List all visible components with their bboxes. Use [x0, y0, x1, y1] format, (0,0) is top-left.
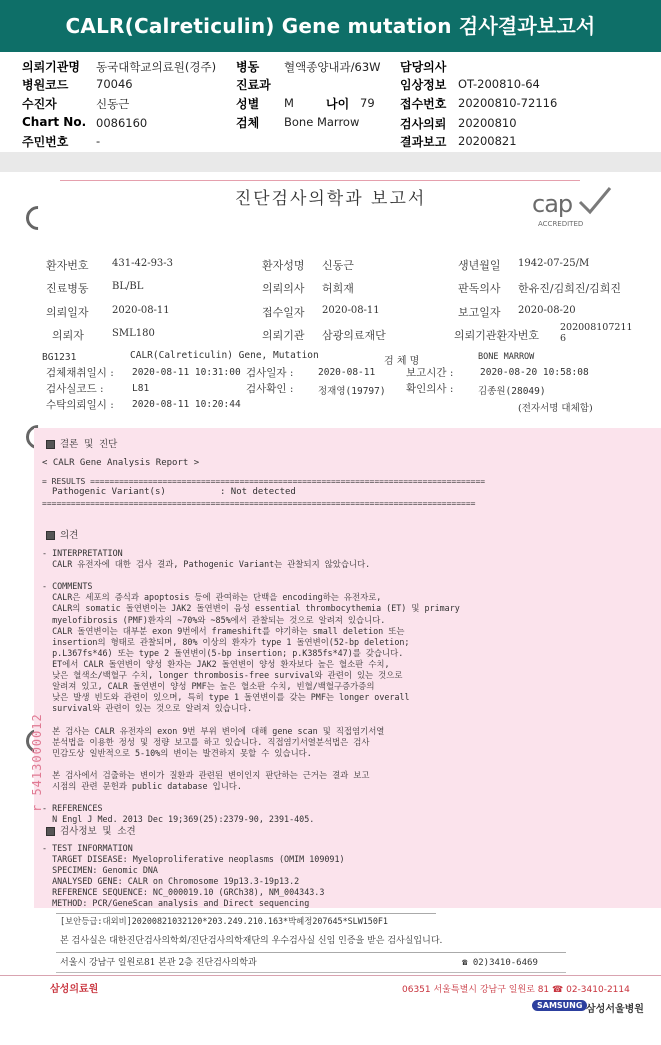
- label: 의뢰자: [52, 329, 84, 342]
- value-ward: 혈액종양내과/63W: [284, 60, 381, 74]
- label-patient: 수진자: [22, 97, 57, 111]
- label: 의뢰기관환자번호: [454, 329, 540, 342]
- cap-logo-text: cap: [532, 190, 573, 218]
- label: 생년월일: [458, 259, 501, 272]
- section-test-info: [46, 823, 136, 837]
- samsung-logo: SAMSUNG: [532, 1000, 587, 1011]
- value: 허희재: [322, 282, 354, 295]
- square-bullet-icon: [46, 440, 55, 449]
- section-opinion: [46, 527, 78, 541]
- value-sex: M: [284, 96, 294, 110]
- value: L81: [132, 383, 150, 394]
- label-specimen: 검체: [236, 116, 260, 130]
- label-hospital-code: 병원코드: [22, 78, 69, 92]
- label-department: 진료과: [236, 78, 271, 92]
- rule: [56, 913, 436, 914]
- label: 수탁의뢰일시 :: [46, 399, 114, 411]
- cap-accredited-text: ACCREDITED: [538, 220, 584, 228]
- value-resident-no: -: [96, 134, 101, 148]
- label-report-date: 결과보고: [400, 135, 447, 149]
- section-title: 결론 및 진단: [60, 439, 118, 450]
- e-signature-note: (전자서명 대체함): [518, 403, 593, 414]
- value: BL/BL: [112, 281, 144, 292]
- square-bullet-icon: [46, 827, 55, 836]
- label: 의뢰의사: [262, 282, 305, 295]
- value-report-date: 20200821: [458, 134, 517, 148]
- cap-accredited-logo: [532, 192, 612, 232]
- divider: [0, 152, 661, 172]
- label: 검체채취일시 :: [46, 367, 114, 379]
- hospital-name: 삼성서울병원: [586, 1004, 644, 1015]
- value: 2020-08-11 10:20:44: [132, 399, 241, 410]
- label: 접수일자: [262, 306, 305, 319]
- value: SML180: [112, 328, 155, 339]
- lab-address: 서울시 강남구 일원로81 본관 2층 진단검사의학과: [60, 958, 257, 968]
- security-line: [보안등급:대외비]20200821032120*203.249.210.163*박혜정207645*SLW150F1: [60, 916, 388, 926]
- label-age: 나이: [326, 97, 350, 111]
- label: 확인의사 :: [406, 383, 454, 395]
- label-doctor: 담당의사: [400, 60, 447, 74]
- value: 431-42-93-3: [112, 258, 174, 269]
- section-conclusion: [46, 436, 117, 450]
- results-rule: = RESULTS ==================================================================================: [42, 477, 486, 486]
- value: 2020-08-11: [318, 367, 376, 378]
- footer-brand: 삼성의료원: [50, 984, 99, 995]
- certification-line: 본 검사실은 대한진단검사의학회/진단검사의학재단의 우수검사실 신임 인증을 받은 검사실입니다.: [60, 936, 443, 946]
- value: 2020-08-20: [518, 305, 576, 316]
- label: 판독의사: [458, 282, 501, 295]
- label: 환자번호: [46, 259, 89, 272]
- scanned-report: [0, 172, 661, 1045]
- label-ward: 병동: [236, 60, 260, 74]
- rule: [56, 972, 566, 973]
- value: 2020-08-11: [112, 305, 170, 316]
- label: 검사일자 :: [246, 367, 294, 379]
- label: 보고일자: [458, 306, 501, 319]
- label: 진료병동: [46, 282, 89, 295]
- analysis-report-label: < CALR Gene Analysis Report >: [42, 458, 200, 468]
- specimen-label: 검 체 명: [384, 356, 420, 367]
- top-rule: [60, 180, 580, 181]
- lab-report-title: 진단검사의학과 보고서: [234, 189, 427, 209]
- value-hospital-code: 70046: [96, 77, 133, 91]
- value-receipt-no: 20200810-72116: [458, 96, 558, 110]
- opinion-body: - INTERPRETATION CALR 유전자에 대한 검사 결과, Pathogenic Variant는 관찰되지 않았습니다. - COMMENTS CALR은 세포의 증식과 apoptosis 등에 관여하는 단백을 encoding하는 유전자로, CALR의 somatic 돌연변이는 JAK2 돌연변이 음성 essential thrombocythemia (ET) 및 primary myelofibrosis (PMF)환자의 ~70%와 ~85%에서 관찰되는 것으로 알려져 있습니다. CALR 돌연변이는 대부분 exon 9번에서 frameshift를 야기하는 small deletion 또는 insertion의 형태로 관찰되며, 80% 이상의 환자가 type 1 돌연변이(52-bp deletion; p.L367fs*46) 또는 type 2 돌연변이(5-bp insertion; p.K385fs*47)를 갖습니다. ET에서 CALR 돌연변이 양성 환자는 JAK2 돌연변이 양성 환자보다 높은 혈소판 수치, 낮은 혈색소/백혈구 수치, longer thrombosis-free survival와 관련이 있는 것으로 알려져 있고, CALR 돌연변이 양성 PMF는 높은 혈소판 수치, 빈혈/백혈구증가증의 낮은 발생 빈도와 관련이 있으며, 특히 type 1 돌연변이를 갖는 PMF는 longer overall survival와 관련이 있는 것으로 알려져 있습니다. 본 검사는 CALR 유전자의 exon 9번 부위 변이에 대해 gene scan 및 직접염기서열 분석법을 이용한 정성 및 정량 보고를 하고 있습니다. 직접염기서열분석법은 검사 민감도상 일반적으로 5-10%의 변이는 발견하지 못할 수 있습니다. 본 검사에서 검출하는 변이가 질환과 관련된 변이인지 판단하는 근거는 결과 보고 시점의 관련 문헌과 public database 입니다. - REFERENCES N Engl J Med. 2013 Dec 19;369(25):2379-90, 2391-405.: [42, 548, 460, 825]
- value: 2020-08-20 10:58:08: [480, 367, 589, 378]
- result-row: Pathogenic Variant(s) : Not detected: [52, 487, 296, 497]
- value-clinical-info: OT-200810-64: [458, 77, 540, 91]
- square-bullet-icon: [46, 531, 55, 540]
- value: 김종원(28049): [478, 386, 546, 397]
- value: 2020-08-11 10:31:00: [132, 367, 241, 378]
- value: 1942-07-25/M: [518, 258, 590, 269]
- label: 보고시간 :: [406, 367, 454, 379]
- check-icon: [576, 186, 612, 216]
- label-receipt-no: 접수번호: [400, 97, 447, 111]
- label: 환자성명: [262, 259, 305, 272]
- label-institution: 의뢰기관명: [22, 60, 80, 74]
- value-request-date: 20200810: [458, 116, 517, 130]
- value-specimen: Bone Marrow: [284, 115, 360, 129]
- results-rule-bottom: ==========================================================================================: [42, 499, 476, 508]
- label-chart-no: Chart No.: [22, 115, 87, 129]
- section-title: 의견: [60, 530, 79, 541]
- label-resident-no: 주민번호: [22, 135, 69, 149]
- section-title: 검사정보 및 소견: [60, 826, 136, 837]
- label: 검사확인 :: [246, 383, 294, 395]
- value-chart-no: 0086160: [96, 116, 148, 130]
- label: 검사실코드 :: [46, 383, 104, 395]
- value-institution: 동국대학교의료원(경주): [96, 60, 217, 74]
- label-request-date: 검사의뢰: [400, 117, 447, 131]
- test-name: CALR(Calreticulin) Gene, Mutation: [130, 350, 319, 361]
- vertical-serial: r 5413000012: [30, 713, 44, 812]
- value: 정재영(19797): [318, 386, 386, 397]
- label-sex: 성별: [236, 97, 260, 111]
- label: 의뢰기관: [262, 329, 305, 342]
- lab-phone: ☎ 02)3410-6469: [462, 958, 538, 968]
- specimen-value: BONE MARROW: [478, 352, 535, 362]
- value: 202008107211 6: [560, 322, 633, 344]
- header-info: [0, 52, 661, 152]
- value: 한유진/김희진/김희진: [518, 282, 622, 295]
- footer-address: 06351 서울특별시 강남구 일원로 81 ☎ 02-3410-2114: [402, 985, 630, 995]
- rule: [56, 952, 566, 953]
- value-patient: 신동근: [96, 97, 130, 111]
- value: 삼광의료재단: [322, 329, 386, 342]
- value: 2020-08-11: [322, 305, 380, 316]
- label: 의뢰일자: [46, 306, 89, 319]
- test-code: BG1231: [42, 352, 77, 363]
- label-clinical-info: 임상정보: [400, 78, 447, 92]
- footer-rule: [0, 975, 661, 976]
- value: 신동근: [322, 259, 354, 272]
- test-info-body: - TEST INFORMATION TARGET DISEASE: Myeloproliferative neoplasms (OMIM 109091) SPECIMEN: Genomic DNA ANALYSED GENE: CALR on Chromosome 19p13.3-19p13.2 REFERENCE SEQUENCE: NC_000019.10 (GRCh38), NM_004343.3 METHOD: PCR/GeneScan analysis and Direct sequencing: [42, 843, 345, 908]
- value-age: 79: [360, 96, 375, 110]
- report-title-bar: CALR(Calreticulin) Gene mutation 검사결과보고서: [0, 0, 661, 52]
